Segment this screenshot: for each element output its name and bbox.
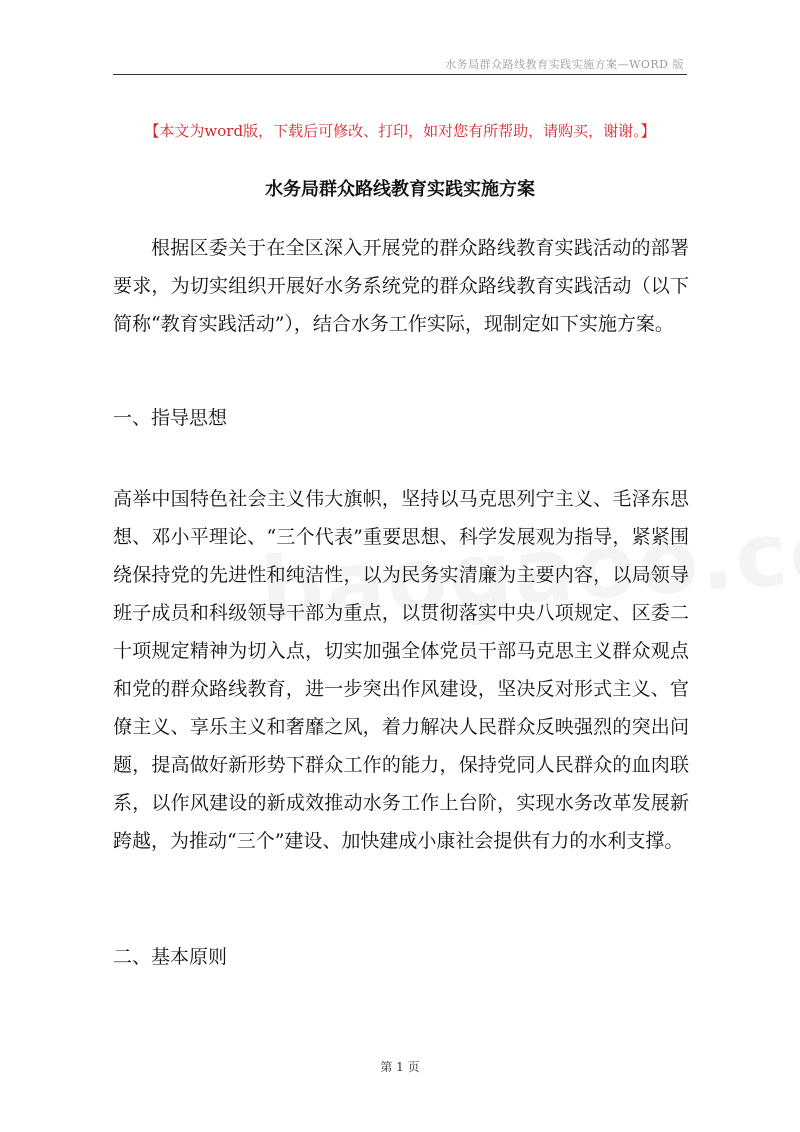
intro-paragraph: 根据区委关于在全区深入开展党的群众路线教育实践活动的部署要求，为切实组织开展好水务系统党的群众路线教育实践活动（以下简称“教育实践活动”），结合水务工作实际，现制定如下实施方案。 bbox=[113, 237, 689, 335]
guiding-ideology-paragraph: 高举中国特色社会主义伟大旗帜，坚持以马克思列宁主义、毛泽东思想、邓小平理论、“三个代表”重要思想、科学发展观为指导，紧紧围绕保持党的先进性和纯洁性，以为民务实清廉为主要内容，以局领导班子成员和科级领导干部为重点，以贯彻落实中央八项规定、区委二十项规定精神为切入点，切实加强全体党员干部马克思主义群众观点和党的群众路线教育，进一步突出作风建设，坚决反对形式主义、官僚主义、享乐主义和奢靡之风，着力解决人民群众反映强烈的突出问题，提高做好新形势下群众工作的能力，保持党同人民群众的血肉联系，以作风建设的新成效推动水务工作上台阶，实现水务改革发展新跨越，为推动“三个”建设、加快建成小康社会提供有力的水利支撑。 bbox=[113, 488, 689, 852]
download-notice: 【本文为word版，下载后可修改、打印，如对您有所帮助，请购买，谢谢。】 bbox=[144, 122, 656, 140]
header-divider bbox=[113, 74, 687, 75]
section-heading-basic-principles: 二、基本原则 bbox=[113, 946, 228, 968]
running-header: 水务局群众路线教育实践实施方案—WORD 版 bbox=[445, 58, 684, 71]
document-title: 水务局群众路线教育实践实施方案 bbox=[265, 179, 535, 200]
section-heading-guiding-ideology: 一、指导思想 bbox=[113, 407, 228, 429]
page-number: 第 1 页 bbox=[380, 1060, 420, 1074]
